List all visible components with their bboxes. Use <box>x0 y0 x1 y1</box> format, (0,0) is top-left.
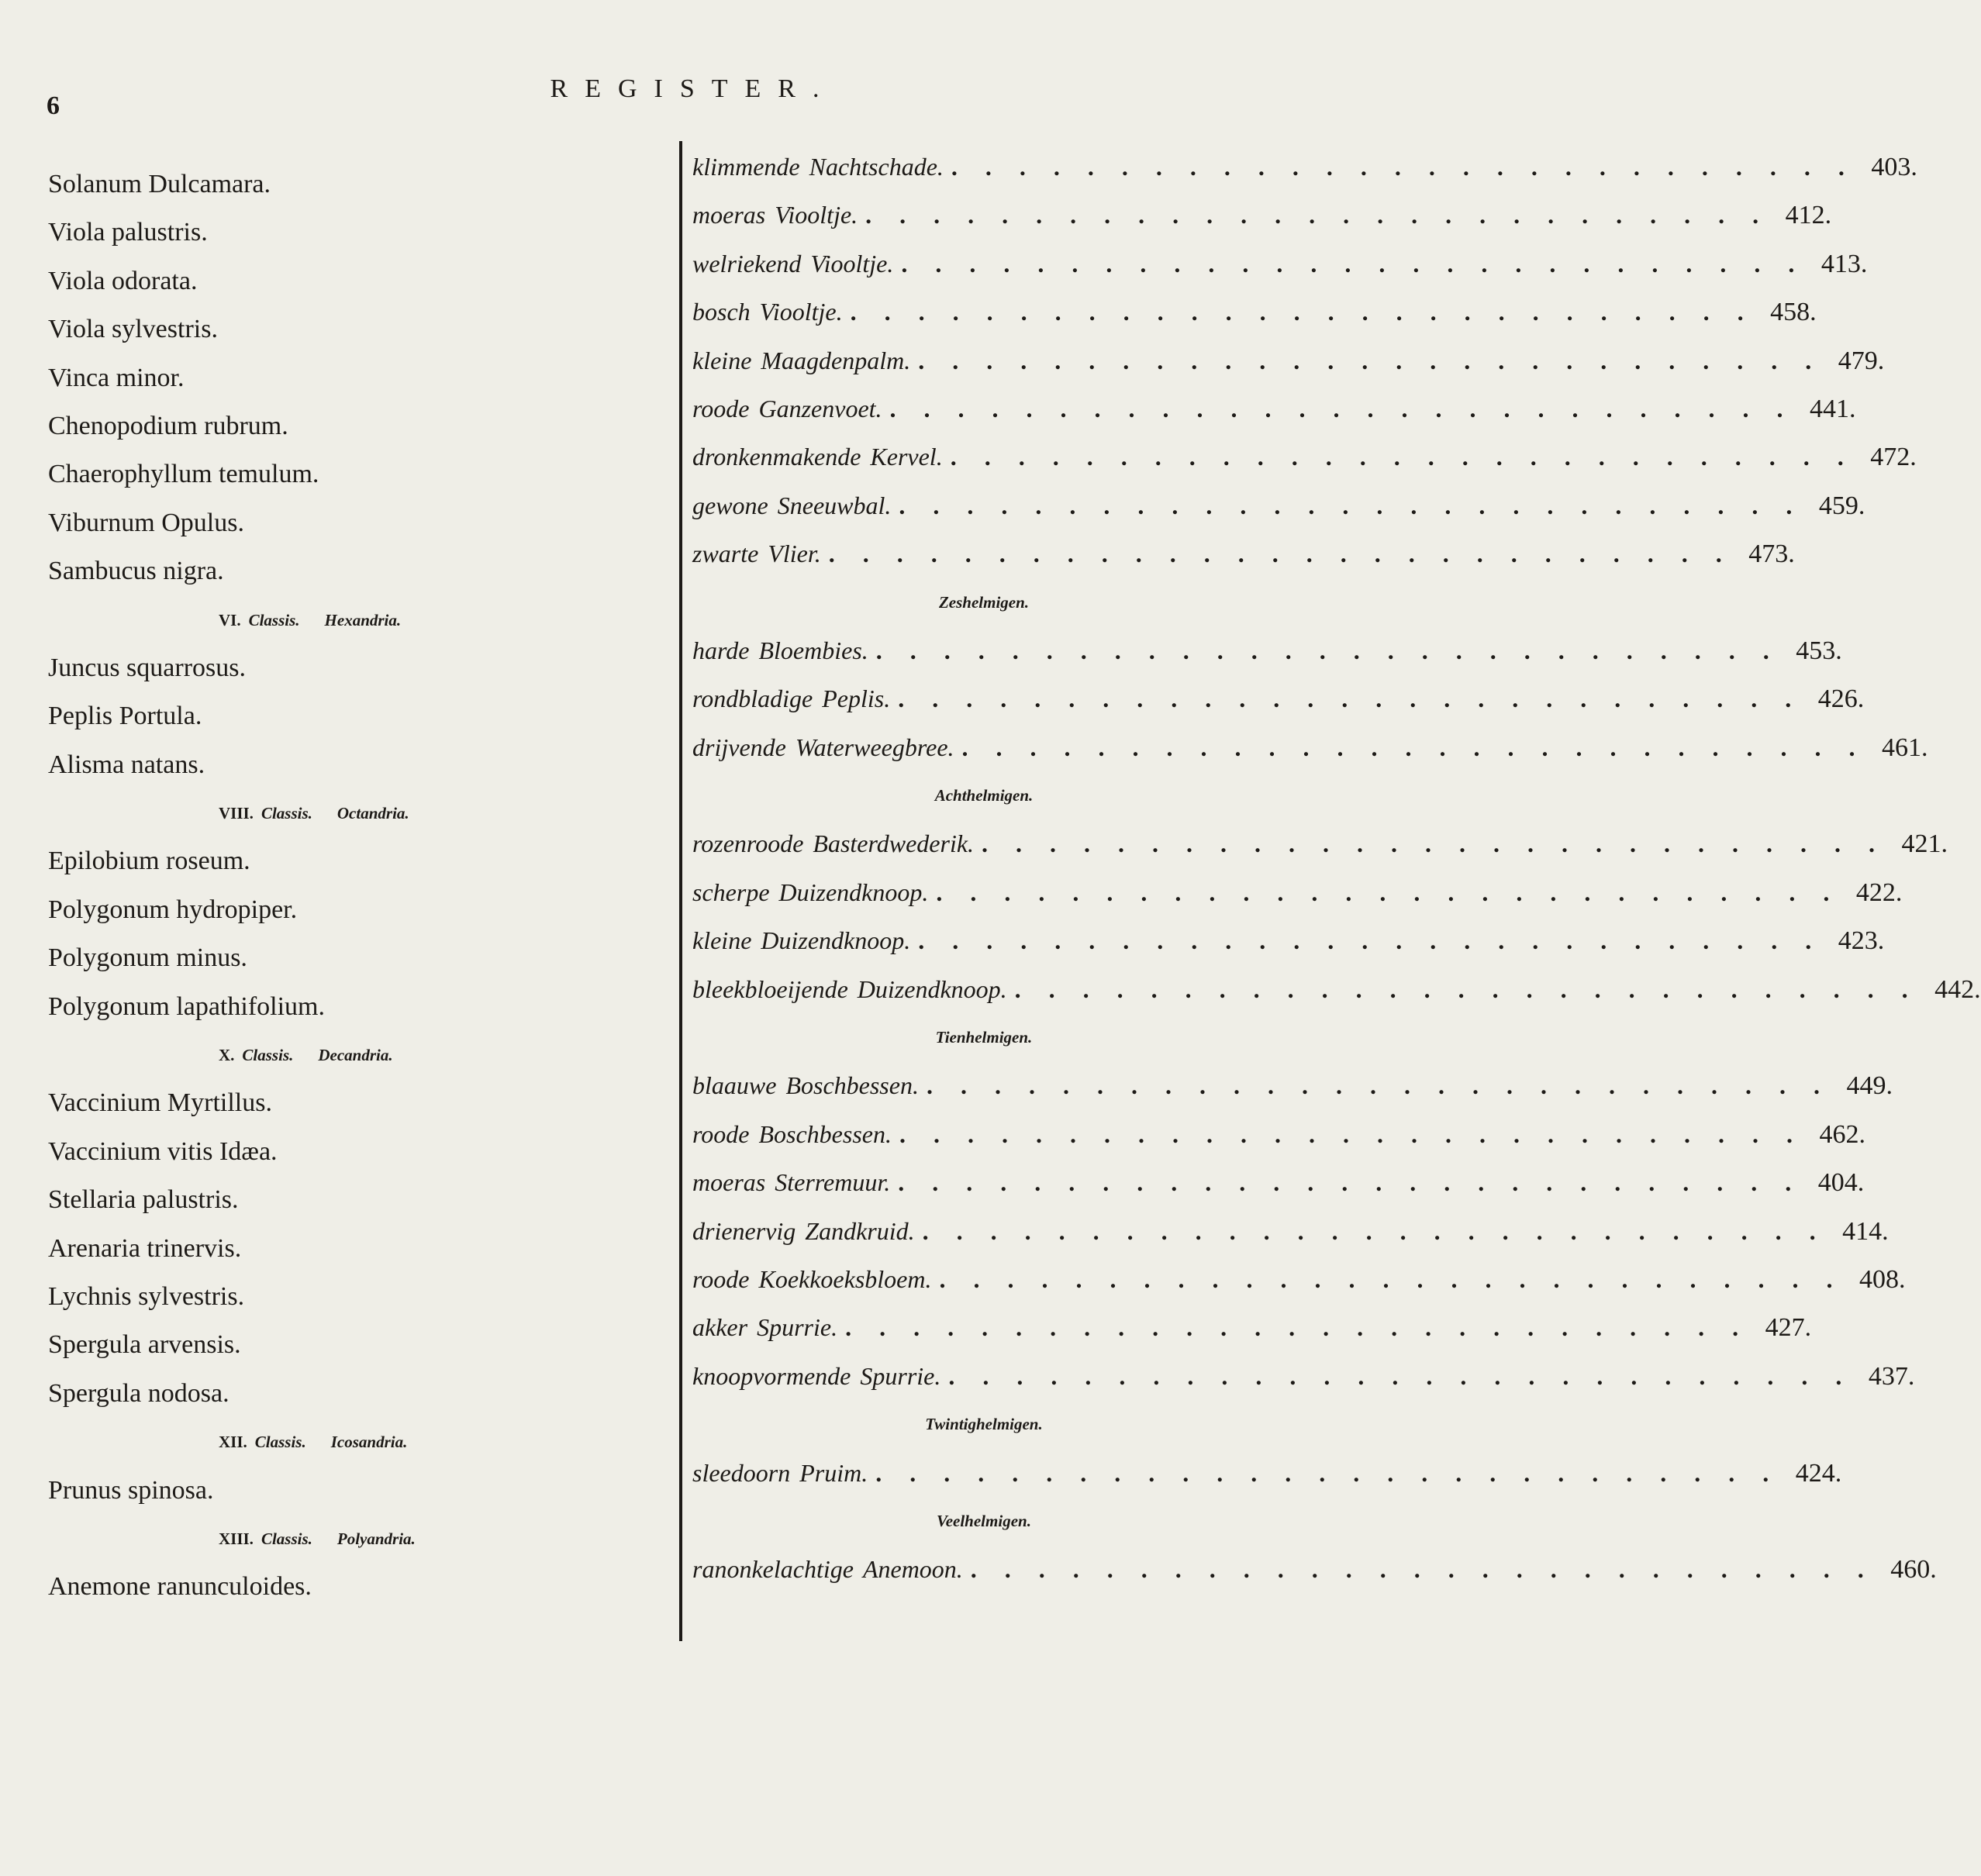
page-reference: 408. <box>1858 1264 1906 1294</box>
register-entry <box>692 868 1903 916</box>
latin-name: Arenaria trinervis. <box>48 1233 242 1263</box>
class-name: Polyandria. <box>336 1529 416 1548</box>
page-reference: 422. <box>1855 878 1903 907</box>
entry-adjective: kleine <box>692 926 752 955</box>
dutch-names-column <box>692 143 1981 1594</box>
entry-adjective: roode <box>692 394 750 422</box>
register-entry <box>692 819 1948 867</box>
register-entry <box>692 143 1917 191</box>
dot-leader: . . . . . . . . . . . . . . . . . . . . . . . . . . . <box>898 1168 1803 1197</box>
page-reference: 441. <box>1810 394 1856 423</box>
dot-leader: . . . . . . . . . . . . . . . . . . . . . . . . . . . <box>961 733 1866 761</box>
class-numeral: XII. <box>219 1433 247 1452</box>
latin-name: Spergula nodosa. <box>48 1378 230 1408</box>
class-heading <box>48 1418 661 1466</box>
dot-leader: . . . . . . . . . . . . . . . . . . . . . . . . . . . <box>918 346 1823 374</box>
section-heading: Tienhelmigen. <box>935 1028 1033 1047</box>
entry-noun: Kervel. <box>870 443 943 471</box>
dot-leader: . . . . . . . . . . . . . . . . . . . . . . . . . . . <box>901 249 1806 278</box>
page-header-title: REGISTER. <box>550 74 837 103</box>
classis-label: Classis. <box>261 804 312 823</box>
entry-adjective: knoopvormende <box>692 1361 851 1390</box>
entry-noun: Peplis. <box>822 685 891 713</box>
entry-adjective: blaauwe <box>692 1071 777 1100</box>
dot-leader: . . . . . . . . . . . . . . . . . . . . . . . . . . . <box>889 394 1794 422</box>
entry-noun: Vlier. <box>768 540 821 568</box>
dot-leader: . . . . . . . . . . . . . . . . . . . . . . . . . . . <box>918 926 1823 955</box>
page-reference: 426. <box>1817 685 1865 714</box>
latin-name: Polygonum hydropiper. <box>48 895 298 924</box>
latin-name: Peplis Portula. <box>48 702 202 731</box>
entry-noun: Maagdenpalm. <box>761 346 911 374</box>
page-reference: 462. <box>1819 1119 1865 1149</box>
class-heading <box>48 789 661 837</box>
page-reference: 414. <box>1842 1216 1889 1246</box>
page-reference: 427. <box>1765 1313 1812 1343</box>
register-entry <box>692 626 1842 674</box>
entry-noun: Duizendknoop. <box>761 926 911 955</box>
latin-name: Epilobium roseum. <box>48 847 250 876</box>
class-name: Hexandria. <box>324 610 402 629</box>
dot-leader: . . . . . . . . . . . . . . . . . . . . . . . . . . . <box>899 491 1803 519</box>
entry-noun: Waterweegbree. <box>795 733 954 761</box>
register-entry <box>692 674 1865 722</box>
entry-adjective: rondbladige <box>692 685 813 713</box>
register-entry <box>692 336 1885 385</box>
dot-leader: . . . . . . . . . . . . . . . . . . . . . . . . . . . <box>948 1361 1853 1390</box>
page-reference: 412. <box>1785 201 1832 230</box>
class-numeral: VI. <box>219 610 241 629</box>
register-entry <box>692 385 1856 433</box>
dot-leader: . . . . . . . . . . . . . . . . . . . . . . . . . . . <box>845 1313 1750 1342</box>
register-entry <box>692 1449 1842 1497</box>
page-reference: 473. <box>1748 540 1795 569</box>
entry-adjective: welriekend <box>692 249 802 278</box>
section-heading: Twintighelmigen. <box>925 1415 1043 1434</box>
entry-noun: Sterremuur. <box>775 1168 891 1197</box>
dot-leader: . . . . . . . . . . . . . . . . . . . . . . . . . . . <box>950 443 1855 471</box>
dot-leader: . . . . . . . . . . . . . . . . . . . . . . . . . . . <box>939 1264 1844 1293</box>
register-entry <box>692 965 1981 1013</box>
latin-name: Anemone ranunculoides. <box>48 1572 312 1602</box>
dot-leader: . . . . . . . . . . . . . . . . . . . . . . . . . . . <box>982 829 1886 858</box>
entry-adjective: kleine <box>692 346 752 374</box>
page-reference: 424. <box>1795 1458 1842 1488</box>
page-reference: 421. <box>1901 829 1948 859</box>
class-numeral: XIII. <box>219 1529 254 1548</box>
dot-leader: . . . . . . . . . . . . . . . . . . . . . . . . . . . <box>850 298 1755 326</box>
class-name: Octandria. <box>336 804 409 823</box>
latin-name: Vinca minor. <box>48 363 185 392</box>
dot-leader: . . . . . . . . . . . . . . . . . . . . . . . . . . . <box>951 153 1855 181</box>
page-reference: 423. <box>1838 926 1885 956</box>
page-reference: 453. <box>1796 636 1842 665</box>
register-entry <box>692 1303 1812 1351</box>
dot-leader: . . . . . . . . . . . . . . . . . . . . . . . . . . . <box>922 1216 1827 1245</box>
class-numeral: VIII. <box>219 804 254 823</box>
register-entry <box>692 1545 1937 1593</box>
register-entry <box>692 191 1832 239</box>
section-heading: Zeshelmigen. <box>938 592 1030 612</box>
register-entry <box>692 723 1928 771</box>
dot-leader: . . . . . . . . . . . . . . . . . . . . . . . . . . . <box>926 1071 1831 1100</box>
page-reference: 404. <box>1817 1168 1865 1198</box>
entry-adjective: akker <box>692 1313 748 1342</box>
entry-adjective: bosch <box>692 298 751 326</box>
classis-label: Classis. <box>248 610 300 629</box>
latin-name: Prunus spinosa. <box>48 1475 214 1505</box>
dot-leader: . . . . . . . . . . . . . . . . . . . . . . . . . . . <box>875 636 1780 664</box>
entry-adjective: roode <box>692 1119 750 1148</box>
register-entry <box>692 433 1917 481</box>
register-entry <box>692 1255 1906 1303</box>
entry-adjective: sleedoorn <box>692 1458 791 1487</box>
entry-noun: Basterdwederik. <box>813 829 975 858</box>
dot-leader: . . . . . . . . . . . . . . . . . . . . . . . . . . . <box>970 1555 1875 1584</box>
latin-name: Polygonum lapathifolium. <box>48 991 325 1021</box>
class-heading <box>48 596 661 644</box>
latin-name: Vaccinium vitis Idæa. <box>48 1136 278 1166</box>
latin-name: Sambucus nigra. <box>48 557 224 586</box>
dot-leader: . . . . . . . . . . . . . . . . . . . . . . . . . . . <box>898 685 1803 713</box>
latin-name: Chaerophyllum temulum. <box>48 460 319 489</box>
classis-label: Classis. <box>261 1529 312 1548</box>
dot-leader: . . . . . . . . . . . . . . . . . . . . . . . . . . . <box>875 1458 1780 1487</box>
entry-noun: Boschbessen. <box>785 1071 919 1100</box>
entry-adjective: roode <box>692 1264 750 1293</box>
entry-adjective: zwarte <box>692 540 759 568</box>
page-reference: 442. <box>1934 974 1981 1004</box>
entry-noun: Viooltje. <box>810 249 894 278</box>
dot-leader: . . . . . . . . . . . . . . . . . . . . . . . . . . . <box>1014 974 1919 1003</box>
entry-adjective: harde <box>692 636 750 664</box>
register-entry <box>692 1158 1865 1206</box>
page-reference: 460. <box>1890 1555 1937 1585</box>
section-heading: Veelhelmigen. <box>937 1511 1031 1530</box>
register-entry <box>692 481 1865 529</box>
entry-noun: Viooltje. <box>759 298 843 326</box>
latin-name: Chenopodium rubrum. <box>48 411 288 440</box>
classis-label: Classis. <box>254 1433 306 1452</box>
entry-adjective: bleekbloeijende <box>692 974 848 1003</box>
dot-leader: . . . . . . . . . . . . . . . . . . . . . . . . . . . <box>936 878 1841 906</box>
page-reference: 472. <box>1870 443 1917 472</box>
entry-noun: Viooltje. <box>775 201 858 229</box>
latin-name: Viburnum Opulus. <box>48 508 244 537</box>
register-entry <box>692 1352 1915 1400</box>
page-reference: 458. <box>1770 298 1817 327</box>
entry-noun: Nachtschade. <box>809 153 944 181</box>
register-entry <box>692 916 1885 964</box>
entry-adjective: drijvende <box>692 733 786 761</box>
page-number: 6 <box>47 91 60 120</box>
entry-noun: Spurrie. <box>860 1361 941 1390</box>
classis-label: Classis. <box>242 1046 294 1065</box>
entry-adjective: drienervig <box>692 1216 796 1245</box>
register-entry <box>692 1110 1865 1158</box>
latin-names-column <box>48 160 661 1612</box>
latin-name: Solanum Dulcamara. <box>48 170 271 198</box>
entry-adjective: dronkenmakende <box>692 443 861 471</box>
dot-leader: . . . . . . . . . . . . . . . . . . . . . . . . . . . <box>865 201 1770 229</box>
entry-adjective: moeras <box>692 1168 766 1197</box>
entry-noun: Duizendknoop. <box>857 974 1007 1003</box>
dot-leader: . . . . . . . . . . . . . . . . . . . . . . . . . . . <box>899 1119 1803 1148</box>
entry-adjective: ranonkelachtige <box>692 1555 854 1584</box>
entry-noun: Sneeuwbal. <box>777 491 892 519</box>
entry-noun: Spurrie. <box>757 1313 838 1342</box>
section-heading: Achthelmigen. <box>934 786 1034 805</box>
entry-noun: Pruim. <box>799 1458 868 1487</box>
entry-noun: Bloembies. <box>758 636 868 664</box>
latin-name: Alisma natans. <box>48 750 205 779</box>
latin-name: Polygonum minus. <box>48 943 247 973</box>
entry-noun: Duizendknoop. <box>778 878 929 906</box>
page-reference: 413. <box>1821 249 1868 278</box>
register-entry <box>692 529 1795 578</box>
latin-name: Viola sylvestris. <box>48 315 218 344</box>
latin-name: Viola palustris. <box>48 218 208 247</box>
class-name: Icosandria. <box>330 1433 408 1452</box>
page-reference: 461. <box>1882 733 1928 762</box>
entry-noun: Koekkoeksbloem. <box>758 1264 932 1293</box>
register-entry <box>692 240 1868 288</box>
column-divider <box>679 141 682 1641</box>
page-reference: 449. <box>1846 1071 1893 1101</box>
class-name: Decandria. <box>318 1046 393 1065</box>
entry-adjective: moeras <box>692 201 766 229</box>
class-numeral: X. <box>219 1046 235 1065</box>
entry-noun: Boschbessen. <box>758 1119 892 1148</box>
latin-name: Stellaria palustris. <box>48 1185 239 1215</box>
latin-name: Lychnis sylvestris. <box>48 1281 245 1311</box>
latin-name: Spergula arvensis. <box>48 1330 241 1360</box>
entry-adjective: scherpe <box>692 878 770 906</box>
entry-noun: Zandkruid. <box>805 1216 915 1245</box>
latin-name: Juncus squarrosus. <box>48 653 246 682</box>
page-reference: 459. <box>1818 491 1865 520</box>
page-reference: 403. <box>1871 153 1917 181</box>
entry-adjective: rozenroode <box>692 829 804 858</box>
register-entry <box>692 1061 1893 1109</box>
entry-adjective: klimmende <box>692 153 800 181</box>
page-reference: 479. <box>1838 346 1885 375</box>
entry-noun: Anemoon. <box>862 1555 963 1584</box>
latin-name: Vaccinium Myrtillus. <box>48 1088 272 1118</box>
entry-adjective: gewone <box>692 491 768 519</box>
dot-leader: . . . . . . . . . . . . . . . . . . . . . . . . . . . <box>828 540 1733 568</box>
class-heading <box>48 1515 661 1563</box>
latin-name: Viola odorata. <box>48 266 198 295</box>
entry-noun: Ganzenvoet. <box>758 394 882 422</box>
class-heading <box>48 1031 661 1079</box>
page-reference: 437. <box>1868 1361 1915 1391</box>
register-entry <box>692 288 1817 336</box>
register-entry <box>692 1207 1889 1255</box>
